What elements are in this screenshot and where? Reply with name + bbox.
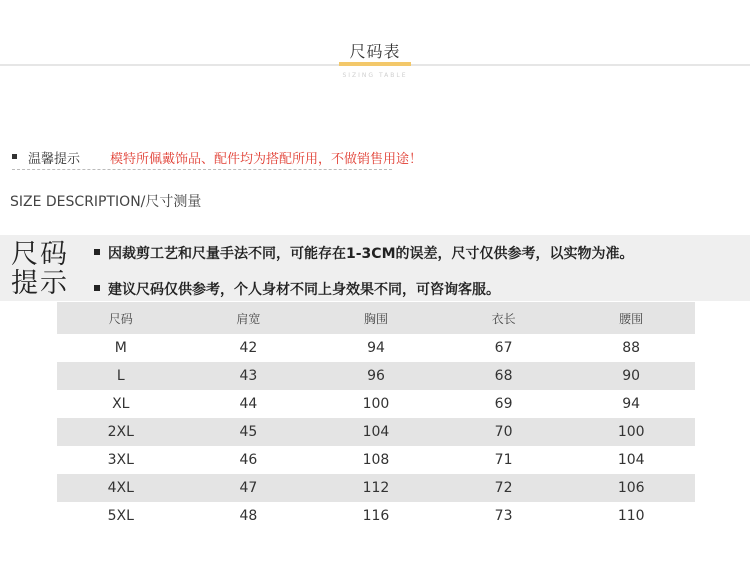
table-cell: 96 [312, 362, 440, 390]
square-bullet-icon [94, 285, 100, 291]
size-tips-banner [0, 235, 750, 301]
square-bullet-icon [12, 154, 17, 159]
table-cell: 71 [440, 446, 568, 474]
table-cell: 47 [185, 474, 313, 502]
table-cell: 70 [440, 418, 568, 446]
size-table [57, 302, 695, 530]
table-row [57, 446, 695, 474]
table-cell: 112 [312, 474, 440, 502]
table-row [57, 418, 695, 446]
table-header-row [57, 302, 695, 334]
table-cell: 94 [567, 390, 695, 418]
notice-label: 温馨提示 [28, 152, 81, 167]
table-cell: 108 [312, 446, 440, 474]
tip-item-2 [94, 279, 500, 299]
table-cell: 100 [567, 418, 695, 446]
table-cell: 5XL [57, 502, 185, 530]
table-cell: 94 [312, 334, 440, 362]
table-cell: 68 [440, 362, 568, 390]
header-size: 尺码 [57, 302, 185, 334]
page-title: 尺码表 [349, 42, 401, 61]
header-chest: 胸围 [312, 302, 440, 334]
tip-item-1 [94, 243, 634, 263]
square-bullet-icon [94, 249, 100, 255]
table-cell: 88 [567, 334, 695, 362]
table-cell: 69 [440, 390, 568, 418]
table-cell: 104 [312, 418, 440, 446]
table-cell: XL [57, 390, 185, 418]
table-row [57, 362, 695, 390]
table-cell: 44 [185, 390, 313, 418]
table-cell: 110 [567, 502, 695, 530]
title-accent-bar [339, 62, 411, 66]
tips-title-line1: 尺码 [11, 239, 69, 270]
tips-title-line2: 提示 [11, 268, 69, 299]
notice-divider [12, 169, 392, 170]
notice-text: 模特所佩戴饰品、配件均为搭配所用，不做销售用途！ [110, 152, 423, 167]
table-cell: 72 [440, 474, 568, 502]
table-cell: 106 [567, 474, 695, 502]
table-cell: 46 [185, 446, 313, 474]
header-shoulder: 肩宽 [185, 302, 313, 334]
header-waist: 腰围 [567, 302, 695, 334]
table-cell: 43 [185, 362, 313, 390]
title-header [0, 0, 750, 90]
table-cell: 4XL [57, 474, 185, 502]
table-cell: 45 [185, 418, 313, 446]
table-cell: 116 [312, 502, 440, 530]
table-cell: 42 [185, 334, 313, 362]
table-row [57, 474, 695, 502]
table-cell: 48 [185, 502, 313, 530]
tips-title [11, 240, 75, 298]
table-row [57, 334, 695, 362]
table-cell: 67 [440, 334, 568, 362]
table-cell: L [57, 362, 185, 390]
header-length: 衣长 [440, 302, 568, 334]
table-cell: 3XL [57, 446, 185, 474]
table-cell: 90 [567, 362, 695, 390]
table-row [57, 390, 695, 418]
table-row [57, 502, 695, 530]
page-subtitle: SIZING TABLE [342, 72, 408, 79]
table-cell: 2XL [57, 418, 185, 446]
table-cell: 73 [440, 502, 568, 530]
table-cell: 104 [567, 446, 695, 474]
table-cell: M [57, 334, 185, 362]
table-cell: 100 [312, 390, 440, 418]
size-description-heading: SIZE DESCRIPTION/尺寸测量 [10, 194, 202, 210]
tip-text-2: 建议尺码仅供参考，个人身材不同上身效果不同，可咨询客服。 [108, 282, 500, 298]
tip-text-1: 因裁剪工艺和尺量手法不同，可能存在1-3CM的误差，尺寸仅供参考，以实物为准。 [108, 246, 634, 262]
